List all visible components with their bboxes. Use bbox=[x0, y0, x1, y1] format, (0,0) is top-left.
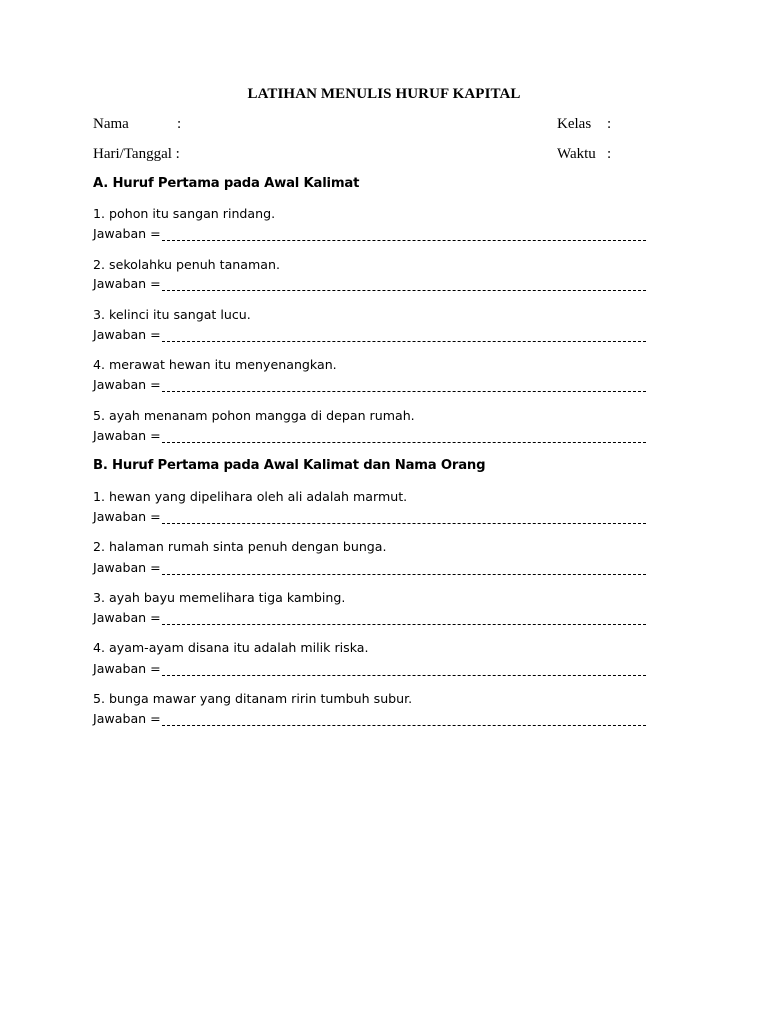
answer-label: Jawaban = bbox=[93, 509, 161, 524]
section-b-question-2: 2. halaman rumah sinta penuh dengan bunga. bbox=[93, 539, 387, 554]
section-a-answer-5 bbox=[93, 428, 653, 446]
answer-label: Jawaban = bbox=[93, 711, 161, 726]
section-b-heading: B. Huruf Pertama pada Awal Kalimat dan Nama Orang bbox=[93, 458, 486, 473]
nama-colon: : bbox=[177, 116, 182, 132]
section-b-answer-2 bbox=[93, 560, 653, 578]
answer-line bbox=[162, 240, 646, 241]
answer-line bbox=[162, 391, 646, 392]
hari-tanggal-label: Hari/Tanggal : bbox=[93, 146, 180, 162]
section-a-question-1: 1. pohon itu sangan rindang. bbox=[93, 206, 276, 221]
section-b-answer-1 bbox=[93, 509, 653, 527]
kelas-colon: : bbox=[607, 116, 612, 132]
worksheet-title: LATIHAN MENULIS HURUF KAPITAL bbox=[247, 86, 521, 102]
section-b-question-3: 3. ayah bayu memelihara tiga kambing. bbox=[93, 590, 346, 605]
answer-line bbox=[162, 290, 646, 291]
section-b-answer-3 bbox=[93, 610, 653, 628]
section-a-answer-3 bbox=[93, 327, 653, 345]
answer-line bbox=[162, 675, 646, 676]
answer-line bbox=[162, 725, 646, 726]
section-a-question-3: 3. kelinci itu sangat lucu. bbox=[93, 307, 251, 322]
section-a-question-5: 5. ayah menanam pohon mangga di depan rumah. bbox=[93, 408, 415, 423]
section-a-answer-1 bbox=[93, 226, 653, 244]
section-a-question-2: 2. sekolahku penuh tanaman. bbox=[93, 257, 280, 272]
answer-label: Jawaban = bbox=[93, 327, 161, 342]
section-b-question-1: 1. hewan yang dipelihara oleh ali adalah marmut. bbox=[93, 489, 408, 504]
section-a-answer-2 bbox=[93, 276, 653, 294]
section-a-heading: A. Huruf Pertama pada Awal Kalimat bbox=[93, 176, 360, 191]
answer-line bbox=[162, 523, 646, 524]
section-b-question-5: 5. bunga mawar yang ditanam ririn tumbuh subur. bbox=[93, 691, 413, 706]
section-b-question-4: 4. ayam-ayam disana itu adalah milik riska. bbox=[93, 640, 369, 655]
answer-label: Jawaban = bbox=[93, 560, 161, 575]
section-b-answer-4 bbox=[93, 661, 653, 679]
answer-label: Jawaban = bbox=[93, 661, 161, 676]
nama-label: Nama bbox=[93, 116, 129, 132]
answer-label: Jawaban = bbox=[93, 377, 161, 392]
answer-label: Jawaban = bbox=[93, 276, 161, 291]
answer-line bbox=[162, 341, 646, 342]
section-b-answer-5 bbox=[93, 711, 653, 729]
section-a-question-4: 4. merawat hewan itu menyenangkan. bbox=[93, 357, 337, 372]
kelas-label: Kelas bbox=[557, 116, 592, 132]
answer-label: Jawaban = bbox=[93, 428, 161, 443]
answer-label: Jawaban = bbox=[93, 610, 161, 625]
answer-line bbox=[162, 624, 646, 625]
answer-label: Jawaban = bbox=[93, 226, 161, 241]
answer-line bbox=[162, 574, 646, 575]
waktu-colon: : bbox=[607, 146, 612, 162]
waktu-label: Waktu bbox=[557, 146, 596, 162]
answer-line bbox=[162, 442, 646, 443]
section-a-answer-4 bbox=[93, 377, 653, 395]
